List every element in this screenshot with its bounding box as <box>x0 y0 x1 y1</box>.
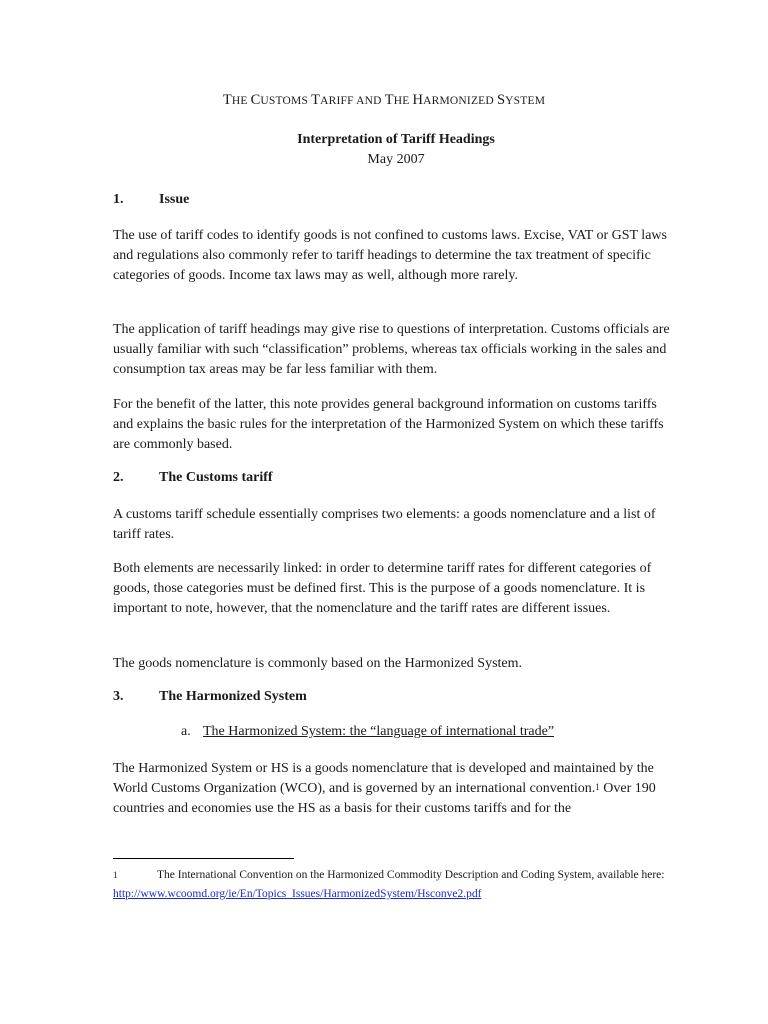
footnote-reference[interactable]: 1 <box>595 782 600 793</box>
document-title: THE CUSTOMS TARIFF AND THE HARMONIZED SYSTEM <box>222 92 546 108</box>
footnote: 1 The International Convention on the Harmonized Commodity Description and Coding System, available here: http://www.wcoomd.org/ie/En/Topics_Issues/HarmonizedSystem/Hsconve2.pdf <box>113 869 665 900</box>
footnote-link[interactable]: http://www.wcoomd.org/ie/En/Topics_Issues/HarmonizedSystem/Hsconve2.pdf <box>113 888 482 900</box>
section-heading-harmonized-system: 3. The Harmonized System <box>113 689 307 704</box>
section-heading-issue: 1. Issue <box>113 192 190 207</box>
document-subtitle: Interpretation of Tariff Headings <box>297 132 495 147</box>
paragraph: For the benefit of the latter, this note provides general background information on customs tariffs and explains the basic rules for the interpretation of the Harmonized System on which these tariffs are commonly based. <box>113 397 664 453</box>
paragraph: The use of tariff codes to identify goods is not confined to customs laws. Excise, VAT or GST laws and regulations also commonly refer to tariff headings to determine the tax treatment of specific categories of goods. Income tax laws may as well, although more rarely. <box>113 228 667 284</box>
section-heading-customs-tariff: 2. The Customs tariff <box>113 470 273 485</box>
paragraph: The goods nomenclature is commonly based on the Harmonized System. <box>113 656 523 671</box>
subsection-heading: a. The Harmonized System: the “language of international trade” <box>181 724 555 739</box>
paragraph: The application of tariff headings may give rise to questions of interpretation. Customs officials are usually familiar with such “classification” problems, whereas tax officials working in the sales and consumption tax areas may be far less familiar with them. <box>113 322 670 378</box>
paragraph: Both elements are necessarily linked: in order to determine tariff rates for different categories of goods, those categories must be defined first. This is the purpose of a goods nomenclature. It is important to note, however, that the nomenclature and the tariff rates are different issues. <box>113 561 652 617</box>
paragraph: A customs tariff schedule essentially comprises two elements: a goods nomenclature and a list of tariff rates. <box>113 507 656 543</box>
document-date: May 2007 <box>367 152 425 167</box>
footnote-divider <box>113 858 294 859</box>
paragraph: The Harmonized System or HS is a goods nomenclature that is developed and maintained by the World Customs Organization (WCO), and is governed by an international convention.$^1$ Over 190 countries and economies use the HS as a basis for their customs tariffs and for the <box>113 761 656 817</box>
